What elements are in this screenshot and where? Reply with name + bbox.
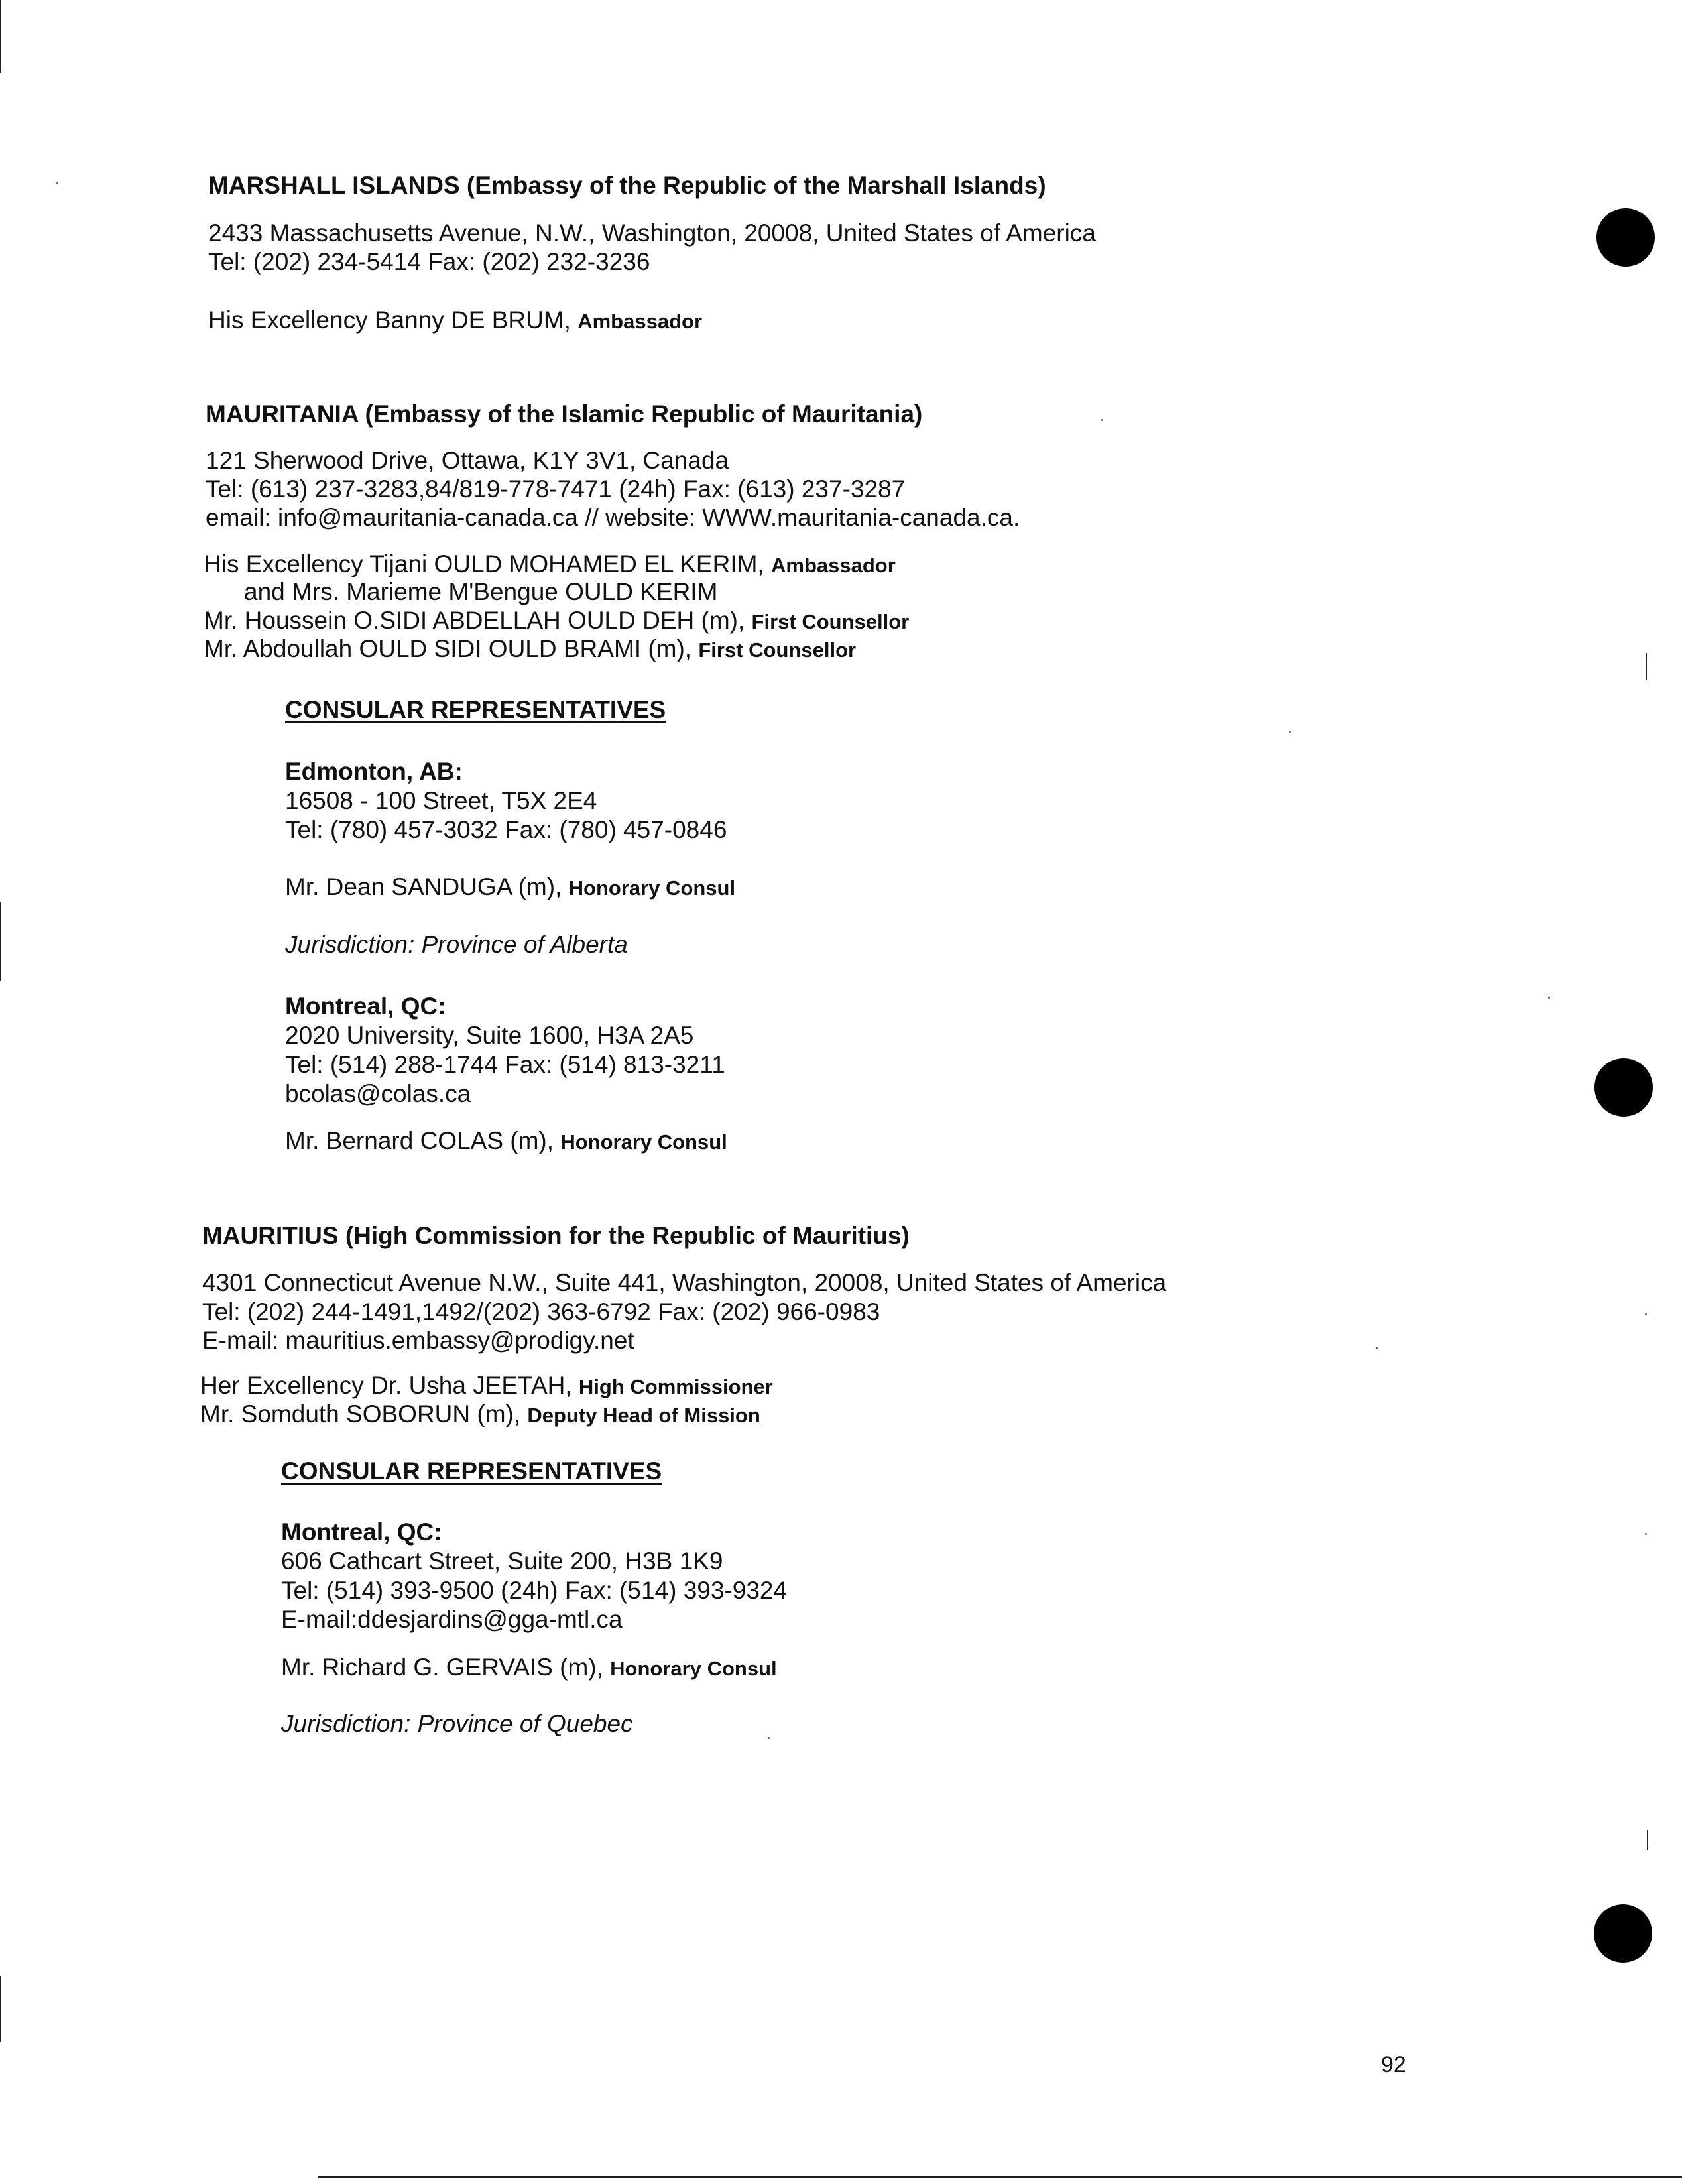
mauritania-heading: MAURITANIA (Embassy of the Islamic Republic of Mauritania) xyxy=(206,400,923,428)
mauritius-email: E-mail: mauritius.embassy@prodigy.net xyxy=(202,1327,634,1354)
scan-edge-left-2 xyxy=(0,902,1,981)
person-name: Her Excellency Dr. Usha JEETAH, xyxy=(200,1372,572,1399)
marshall-islands-heading: MARSHALL ISLANDS (Embassy of the Republic of the Marshall Islands) xyxy=(208,172,1046,199)
person-title: Honorary Consul xyxy=(610,1657,777,1680)
montreal-address: 2020 University, Suite 1600, H3A 2A5 xyxy=(285,1022,694,1049)
person-title: Ambassador xyxy=(771,554,896,577)
scan-edge-left xyxy=(0,0,1,73)
mauritania-first-counsellor-2 xyxy=(204,635,856,665)
mauritius-montreal-jurisdiction: Jurisdiction: Province of Quebec xyxy=(281,1710,633,1737)
person-name: Mr. Richard G. GERVAIS (m), xyxy=(281,1654,603,1681)
mauritania-first-counsellor-1 xyxy=(204,606,909,637)
mauritius-montreal-tel-fax: Tel: (514) 393-9500 (24h) Fax: (514) 393-9324 xyxy=(281,1577,788,1604)
mauritius-montreal-consul xyxy=(281,1653,777,1683)
person-name: Mr. Somduth SOBORUN (m), xyxy=(200,1400,521,1427)
edmonton-tel-fax: Tel: (780) 457-3032 Fax: (780) 457-0846 xyxy=(285,816,727,843)
mauritius-high-commissioner xyxy=(200,1371,773,1402)
person-name: Mr. Bernard COLAS (m), xyxy=(285,1127,554,1154)
mauritius-montreal-city: Montreal, QC: xyxy=(281,1518,442,1546)
marshall-tel-fax: Tel: (202) 234-5414 Fax: (202) 232-3236 xyxy=(208,248,650,275)
mauritius-montreal-email: E-mail:ddesjardins@gga-mtl.ca xyxy=(281,1606,623,1633)
mauritius-heading: MAURITIUS (High Commission for the Republic of Mauritius) xyxy=(202,1222,910,1249)
scan-mark-right xyxy=(1646,653,1647,680)
montreal-tel-fax: Tel: (514) 288-1744 Fax: (514) 813-3211 xyxy=(285,1051,725,1078)
scan-speck xyxy=(1645,1313,1647,1315)
person-title: First Counsellor xyxy=(698,638,857,662)
mauritania-email-website: email: info@mauritania-canada.ca // website: WWW.mauritania-canada.ca. xyxy=(206,504,1020,531)
montreal-email: bcolas@colas.ca xyxy=(285,1080,471,1107)
mauritania-consular-heading: CONSULAR REPRESENTATIVES xyxy=(285,696,666,723)
person-name: His Excellency Tijani OULD MOHAMED EL KERIM, xyxy=(204,550,764,577)
mauritius-montreal-address: 606 Cathcart Street, Suite 200, H3B 1K9 xyxy=(281,1547,723,1575)
scan-speck xyxy=(768,1737,770,1739)
scan-speck xyxy=(1548,997,1550,999)
mauritania-ambassador xyxy=(204,550,896,580)
punch-hole-middle xyxy=(1594,1058,1653,1117)
page-number: 92 xyxy=(1381,2052,1406,2077)
mauritius-tel-fax: Tel: (202) 244-1491,1492/(202) 363-6792 Fax: (202) 966-0983 xyxy=(202,1298,880,1325)
punch-hole-top xyxy=(1596,208,1655,267)
edmonton-jurisdiction: Jurisdiction: Province of Alberta xyxy=(285,931,628,958)
person-title: Honorary Consul xyxy=(568,877,736,900)
mauritania-tel-fax: Tel: (613) 237-3283,84/819-778-7471 (24h) Fax: (613) 237-3287 xyxy=(206,475,906,503)
punch-hole-bottom xyxy=(1594,1904,1652,1963)
scan-edge-bottom xyxy=(318,2176,1682,2178)
mauritania-address: 121 Sherwood Drive, Ottawa, K1Y 3V1, Canada xyxy=(206,447,729,474)
scan-speck xyxy=(1645,1533,1647,1535)
mauritius-consular-heading: CONSULAR REPRESENTATIVES xyxy=(281,1457,662,1485)
person-title: Ambassador xyxy=(577,310,703,333)
person-name: Mr. Abdoullah OULD SIDI OULD BRAMI (m), xyxy=(204,635,692,662)
edmonton-city: Edmonton, AB: xyxy=(285,758,463,785)
mauritius-address: 4301 Connecticut Avenue N.W., Suite 441, Washington, 20008, United States of America xyxy=(202,1269,1167,1296)
person-name: His Excellency Banny DE BRUM, xyxy=(208,306,571,334)
scan-speck xyxy=(1289,731,1291,733)
person-title: High Commissioner xyxy=(578,1375,773,1398)
mauritius-deputy-head xyxy=(200,1400,760,1430)
person-name: Mr. Houssein O.SIDI ABDELLAH OULD DEH (m), xyxy=(204,607,745,634)
scan-speck xyxy=(1376,1347,1378,1349)
scan-speck xyxy=(56,182,58,184)
person-title: First Counsellor xyxy=(751,610,910,633)
montreal-city: Montreal, QC: xyxy=(285,993,446,1020)
scan-speck xyxy=(1101,419,1103,421)
person-title: Honorary Consul xyxy=(560,1130,727,1154)
person-name: Mr. Dean SANDUGA (m), xyxy=(285,873,562,900)
scan-edge-left-3 xyxy=(0,1976,1,2042)
montreal-consul xyxy=(285,1126,727,1157)
marshall-address: 2433 Massachusetts Avenue, N.W., Washington, 20008, United States of America xyxy=(208,219,1096,247)
scan-mark-right-2 xyxy=(1647,1830,1648,1850)
person-title: Deputy Head of Mission xyxy=(527,1404,760,1427)
edmonton-address: 16508 - 100 Street, T5X 2E4 xyxy=(285,787,597,814)
mauritania-spouse: and Mrs. Marieme M'Bengue OULD KERIM xyxy=(244,578,718,605)
edmonton-consul xyxy=(285,873,735,903)
marshall-ambassador xyxy=(208,306,702,336)
